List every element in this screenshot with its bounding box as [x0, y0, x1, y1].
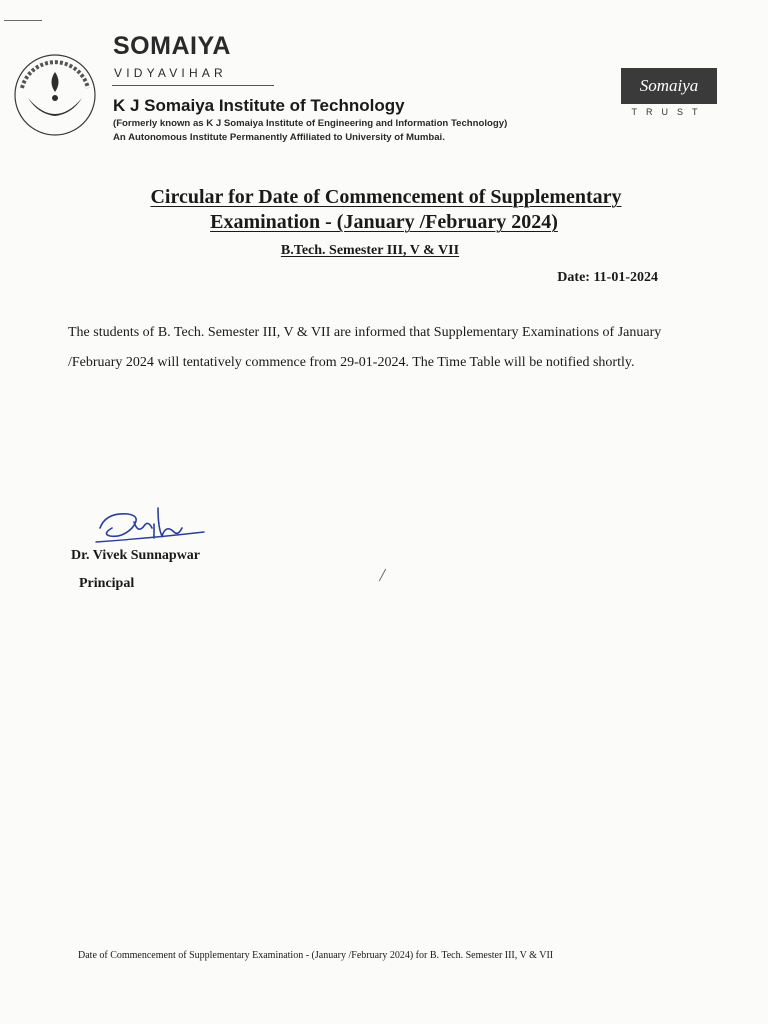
page-footer: Date of Commencement of Supplementary Examination - (January /February 2024) for B. Tech. Semester III, V & VII	[78, 950, 554, 961]
trust-logo-script: Somaiya	[621, 68, 717, 104]
circular-body: The students of B. Tech. Semester III, V & VII are informed that Supplementary Examinations of January /February 2024 will tentatively commence from 29-01-2024. The Time Table will be notified shortly.	[68, 325, 662, 370]
scan-mark-slash	[379, 569, 386, 582]
institute-formerly: (Formerly known as K J Somaiya Institute of Engineering and Information Technology)	[113, 118, 508, 129]
signatory-name: Dr. Vivek Sunnapwar	[71, 548, 201, 563]
institute-name: K J Somaiya Institute of Technology	[113, 96, 405, 115]
signatory-title: Principal	[79, 576, 135, 591]
scan-mark-top-left	[4, 20, 42, 21]
circular-subtitle: B.Tech. Semester III, V & VII	[280, 243, 460, 258]
brand-divider	[112, 85, 274, 86]
circular-title-line1: Circular for Date of Commencement of Supplementary	[150, 186, 622, 208]
circular-date: Date: 11-01-2024	[557, 270, 658, 285]
brand-subtitle: VIDYAVIHAR	[114, 66, 227, 80]
circular-title-line2: Examination - (January /February 2024)	[210, 211, 558, 233]
institute-affiliation: An Autonomous Institute Permanently Affiliated to University of Mumbai.	[113, 132, 445, 143]
somaiya-trust-logo	[621, 68, 717, 118]
brand-name: SOMAIYA	[113, 32, 231, 60]
trust-logo-label: TRUST	[631, 107, 707, 117]
somaiya-seal-logo	[12, 52, 98, 138]
